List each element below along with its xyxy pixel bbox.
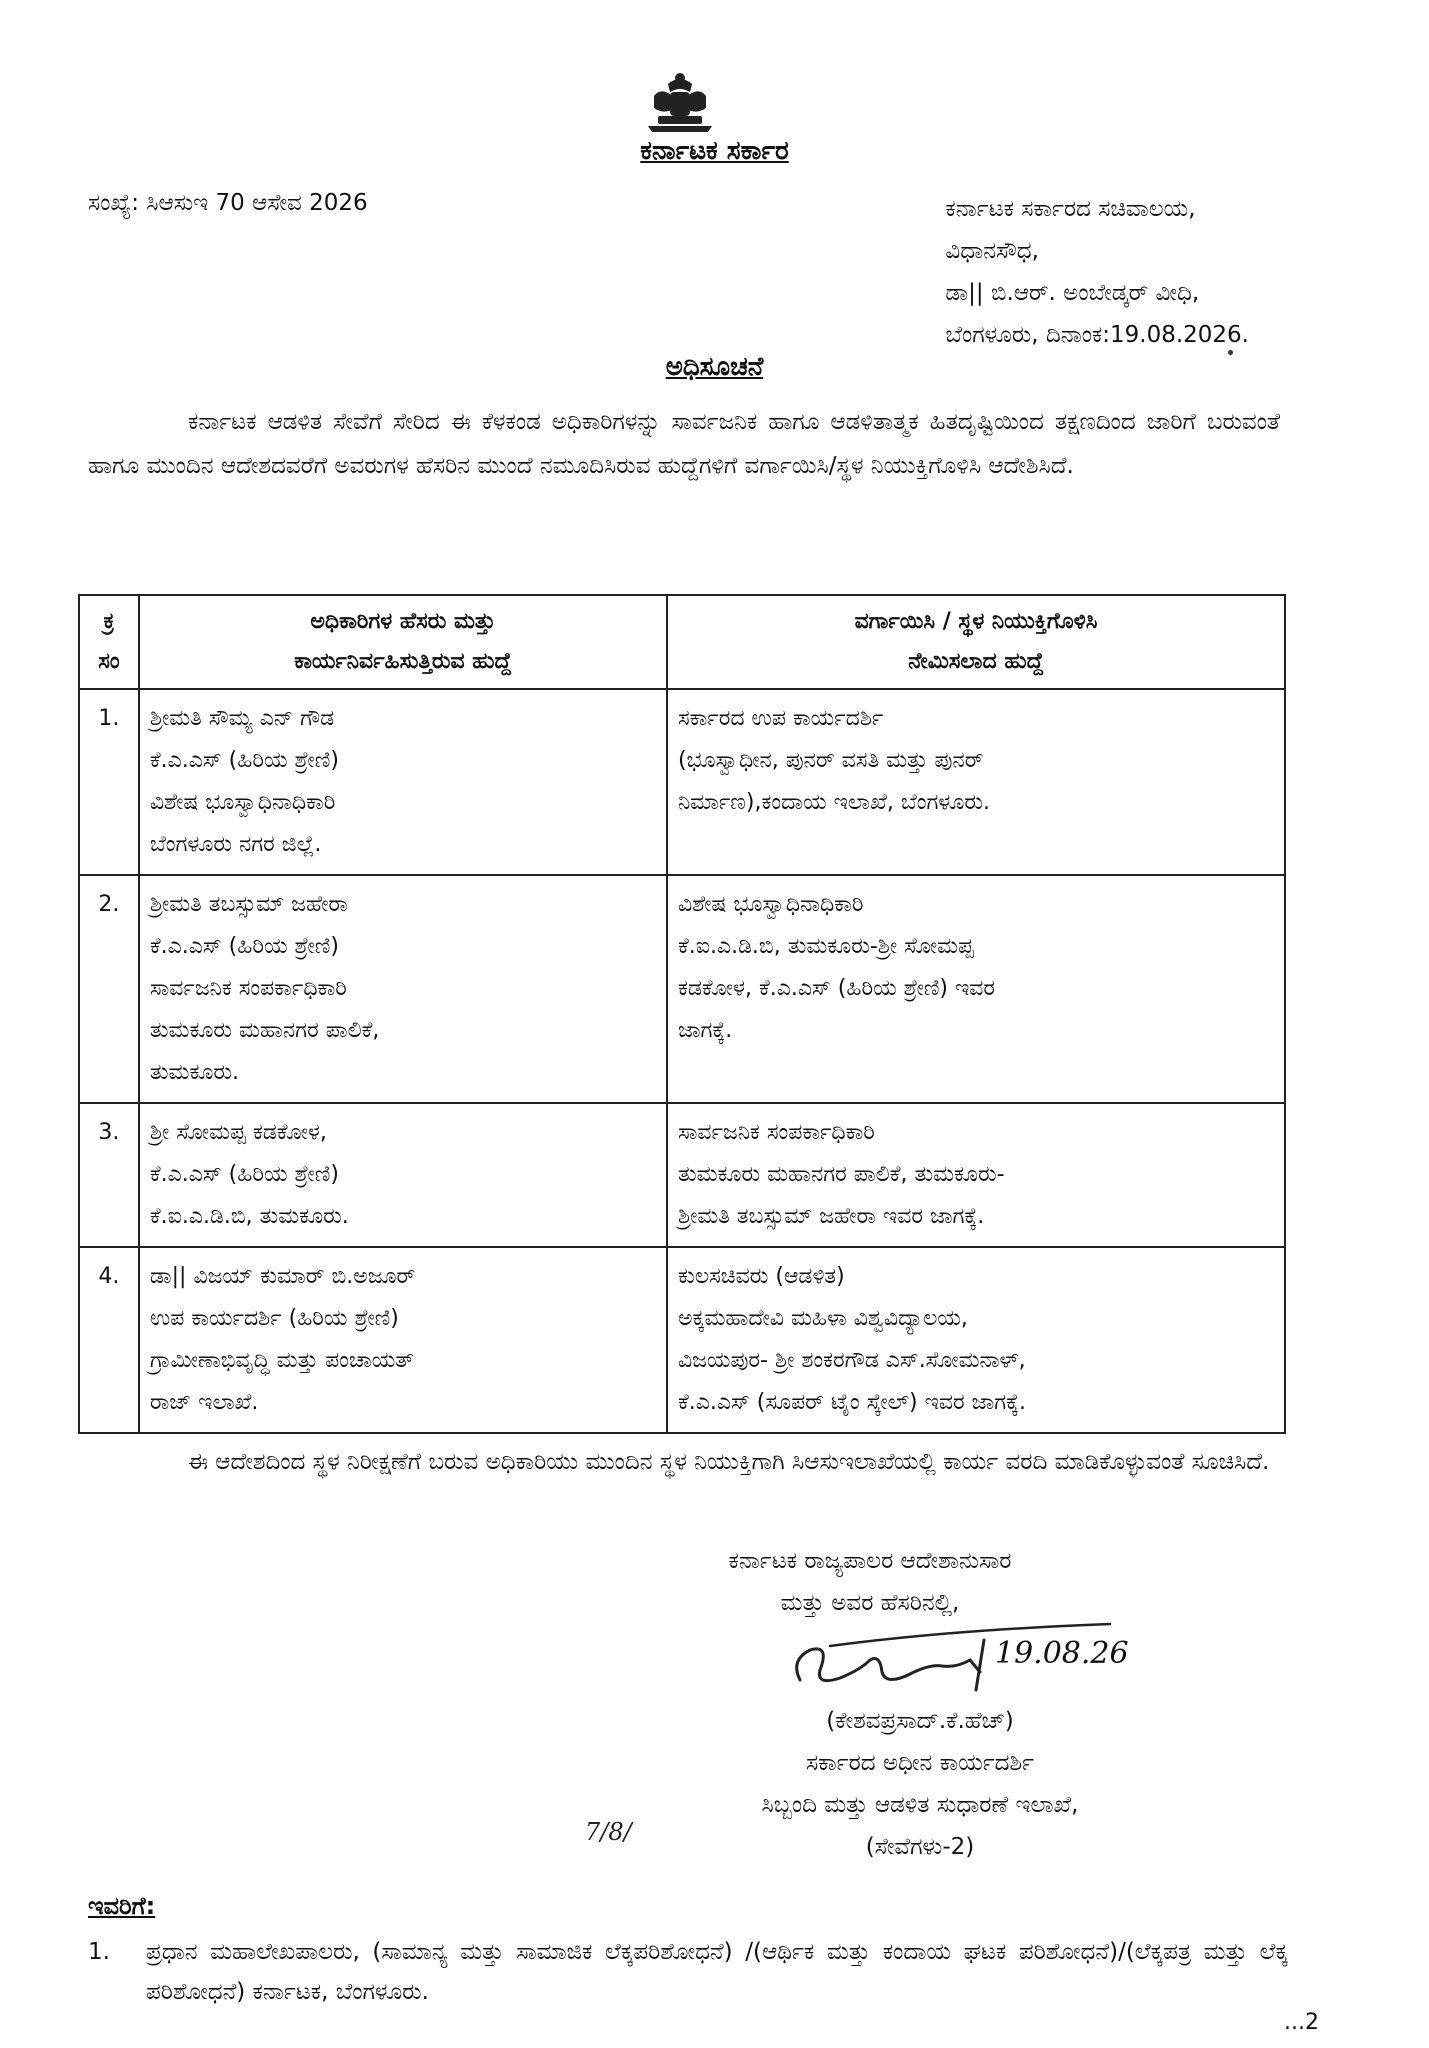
header-posting [667,595,1285,689]
officer-line: ಕೆ.ಐ.ಎ.ಡಿ.ಬಿ, ತುಮಕೂರು. [149,1204,349,1229]
notification-title: ಅಧಿಸೂಚನೆ [665,352,764,382]
address-date-line: ಬೆಂಗಳೂರು, ದಿನಾಂಕ:19.08.2026. [945,322,1249,348]
officer-details [139,689,667,875]
posting-line: ಅಕ್ಕಮಹಾದೇವಿ ಮಹಿಳಾ ವಿಶ್ವವಿದ್ಯಾಲಯ, [677,1306,968,1331]
posting-line: ಶ್ರೀಮತಿ ತಬಸ್ಸುಮ್ ಜಹೇರಾ ಇವರ ಜಾಗಕ್ಕೆ. [677,1204,985,1229]
posting-line: ಕುಲಸಚಿವರು (ಆಡಳಿತ) [677,1264,845,1289]
row-serial: 4. [79,1247,139,1433]
posting-details [667,875,1285,1103]
recipient-number: 1. [88,1939,110,1965]
row-serial: 3. [79,1103,139,1247]
recipients-heading: ಇವರಿಗೆ: [88,1892,156,1920]
address-line: ಕರ್ನಾಟಕ ಸರ್ಕಾರದ ಸಚಿವಾಲಯ, [945,196,1196,222]
officer-line: ಕೆ.ಎ.ಎಸ್ (ಹಿರಿಯ ಶ್ರೇಣಿ) [149,748,339,773]
notification-intro: ಕರ್ನಾಟಕ ಆಡಳಿತ ಸೇವೆಗೆ ಸೇರಿದ ಈ ಕೆಳಕಂಡ ಅಧಿಕಾರಿಗಳನ್ನು ಸಾರ್ವಜನಿಕ ಹಾಗೂ ಆಡಳಿತಾತ್ಮಕ ಹಿತದೃಷ್ಟಿಯಿಂದ ತಕ್ಷಣದಿಂದ ಜಾರಿಗೆ ಬರುವಂತೆ ಹಾಗೂ ಮುಂದಿನ ಆದೇಶದವರೆಗೆ ಅವರುಗಳ ಹೆಸರಿನ ಮುಂದೆ ನಮೂದಿಸಿರುವ ಹುದ್ದೆಗಳಿಗೆ ವರ್ಗಾಯಿಸಿ/ಸ್ಥಳ ನಿಯುಕ್ತಿಗೊಳಿಸಿ ಆದೇಶಿಸಿದೆ. [88,409,1280,479]
table-row [79,1103,1285,1247]
closing-paragraph: ಈ ಆದೇಶದಿಂದ ಸ್ಥಳ ನಿರೀಕ್ಷಣೆಗೆ ಬರುವ ಅಧಿಕಾರಿಯು ಮುಂದಿನ ಸ್ಥಳ ನಿಯುಕ್ತಿಗಾಗಿ ಸಿಆಸುಇಲಾಖೆಯಲ್ಲಿ ಕಾರ್ಯ ವರದಿ ಮಾಡಿಕೊಳ್ಳುವಂತೆ ಸೂಚಿಸಿದೆ. [188,1449,1270,1475]
posting-line: ಜಾಗಕ್ಕೆ. [677,1018,733,1043]
table-row [79,875,1285,1103]
officer-line: ಸಾರ್ವಜನಿಕ ಸಂಪರ್ಕಾಧಿಕಾರಿ [149,976,347,1001]
posting-line: ವಿಜಯಪುರ- ಶ್ರೀ ಶಂಕರಗೌಡ ಎಸ್.ಸೋಮನಾಳ್, [677,1348,1026,1373]
posting-line: ವಿಶೇಷ ಭೂಸ್ವಾಧಿನಾಧಿಕಾರಿ [677,892,864,917]
state-emblem-icon [640,70,720,132]
officer-line: ಬೆಂಗಳೂರು ನಗರ ಜಿಲ್ಲೆ. [149,832,322,857]
handwritten-initials: 7/8/ [585,1818,632,1846]
officer-details [139,1103,667,1247]
page-continuation: ...2 [1284,2010,1319,2035]
officer-line: ಗ್ರಾಮೀಣಾಭಿವೃದ್ಧಿ ಮತ್ತು ಪಂಚಾಯತ್ [149,1348,415,1373]
posting-line: ಕಡಕೋಳ, ಕೆ.ಎ.ಎಸ್ (ಹಿರಿಯ ಶ್ರೇಣಿ) ಇವರ [677,976,996,1001]
recipient-text: ಪ್ರಧಾನ ಮಹಾಲೇಖಪಾಲರು, (ಸಾಮಾನ್ಯ ಮತ್ತು ಸಾಮಾಜಿಕ ಲೆಕ್ಕಪರಿಶೋಧನೆ) /(ಆರ್ಥಿಕ ಮತ್ತು ಕಂದಾಯ ಘಟಕ ಪರಿಶೋಧನೆ)/(ಲೆಕ್ಕಪತ್ರ ಮತ್ತು ಲೆಕ್ಕ ಪರಿಶೋಧನೆ) ಕರ್ನಾಟಕ, ಬೆಂಗಳೂರು. [146,1939,1288,2005]
header-line: ಸಂ [98,649,120,674]
table-row [79,1247,1285,1433]
officer-line: ಶ್ರೀಮತಿ ಸೌಮ್ಯ ಎನ್ ಗೌಡ [149,706,335,731]
posting-line: ಸಾರ್ವಜನಿಕ ಸಂಪರ್ಕಾಧಿಕಾರಿ [677,1120,875,1145]
header-line: ವರ್ಗಾಯಿಸಿ / ಸ್ಥಳ ನಿಯುಕ್ತಿಗೊಳಿಸಿ [854,609,1098,634]
address-line: ವಿಧಾನಸೌಧ, [945,238,1039,264]
officer-details [139,875,667,1103]
posting-details [667,689,1285,875]
table-row [79,689,1285,875]
government-title: ಕರ್ನಾಟಕ ಸರ್ಕಾರ [640,136,789,166]
header-line: ಕ್ರ [103,609,115,634]
signature-date: 19.08.26 [995,1636,1129,1671]
signatory-name: (ಕೇಶವಪ್ರಸಾದ್.ಕೆ.ಹೆಚ್) [826,1708,1014,1734]
officer-line: ಉಪ ಕಾರ್ಯದರ್ಶಿ (ಹಿರಿಯ ಶ್ರೇಣಿ) [149,1306,399,1331]
reference-number: ಸಂಖ್ಯೆ: ಸಿಆಸುಇ 70 ಆಸೇವ 2026 [88,190,368,216]
list-item [88,1932,1288,2012]
table-header-row [79,595,1285,689]
officer-line: ವಿಶೇಷ ಭೂಸ್ವಾಧಿನಾಧಿಕಾರಿ [149,790,336,815]
header-serial [79,595,139,689]
posting-line: ನಿರ್ಮಾಣ),ಕಂದಾಯ ಇಲಾಖೆ, ಬೆಂಗಳೂರು. [677,790,990,815]
posting-line: ತುಮಕೂರು ಮಹಾನಗರ ಪಾಲಿಕೆ, ತುಮಕೂರು- [677,1162,1005,1187]
officer-line: ಡಾ|| ವಿಜಯ್ ಕುಮಾರ್ ಬಿ.ಅಜೂರ್ [149,1264,416,1289]
officer-line: ತುಮಕೂರು. [149,1060,240,1085]
posting-line: (ಭೂಸ್ವಾಧೀನ, ಪುನರ್ ವಸತಿ ಮತ್ತು ಪುನರ್ [677,748,984,773]
posting-line: ಸರ್ಕಾರದ ಉಪ ಕಾರ್ಯದರ್ಶಿ [677,706,884,731]
signatory-block [640,1700,1200,1868]
posting-details [667,1247,1285,1433]
transfer-table [78,594,1286,1434]
officer-line: ಶ್ರೀಮತಿ ತಬಸ್ಸುಮ್ ಜಹೇರಾ [149,892,348,917]
order-line: ಕರ್ನಾಟಕ ರಾಜ್ಯಪಾಲರ ಆದೇಶಾನುಸಾರ [728,1548,1012,1574]
posting-details [667,1103,1285,1247]
signatory-section: (ಸೇವೆಗಳು-2) [865,1834,975,1860]
posting-line: ಕೆ.ಐ.ಎ.ಡಿ.ಬಿ, ತುಮಕೂರು-ಶ್ರೀ ಸೋಮಪ್ಪ [677,934,974,959]
officer-line: ಕೆ.ಎ.ಎಸ್ (ಹಿರಿಯ ಶ್ರೇಣಿ) [149,1162,339,1187]
header-officer [139,595,667,689]
officer-line: ಕೆ.ಎ.ಎಸ್ (ಹಿರಿಯ ಶ್ರೇಣಿ) [149,934,339,959]
header-line: ಕಾರ್ಯನಿರ್ವಹಿಸುತ್ತಿರುವ ಹುದ್ದೆ [294,649,512,674]
order-line: ಮತ್ತು ಅವರ ಹೆಸರಿನಲ್ಲಿ, [780,1590,960,1616]
row-serial: 2. [79,875,139,1103]
header-line: ಅಧಿಕಾರಿಗಳ ಹೆಸರು ಮತ್ತು [310,609,496,634]
signatory-department: ಸಿಬ್ಬಂದಿ ಮತ್ತು ಆಡಳಿತ ಸುಧಾರಣೆ ಇಲಾಖೆ, [761,1792,1079,1818]
row-serial: 1. [79,689,139,875]
officer-line: ರಾಜ್ ಇಲಾಖೆ. [149,1390,259,1415]
order-authority [630,1540,1110,1624]
posting-line: ಕೆ.ಎ.ಎಸ್ (ಸೂಪರ್ ಟೈಂ ಸ್ಕೇಲ್) ಇವರ ಜಾಗಕ್ಕೆ. [677,1390,1026,1415]
officer-details [139,1247,667,1433]
officer-line: ತುಮಕೂರು ಮಹಾನಗರ ಪಾಲಿಕೆ, [149,1018,380,1043]
signatory-designation: ಸರ್ಕಾರದ ಅಧೀನ ಕಾರ್ಯದರ್ಶಿ [805,1750,1035,1776]
address-line: ಡಾ|| ಬಿ.ಆರ್. ಅಂಬೇಡ್ಕರ್ ವೀಧಿ, [945,280,1200,306]
office-address [945,188,1249,356]
header-line: ನೇಮಿಸಲಾದ ಹುದ್ದೆ [908,649,1044,674]
officer-line: ಶ್ರೀ ಸೋಮಪ್ಪ ಕಡಕೋಳ, [149,1120,327,1145]
